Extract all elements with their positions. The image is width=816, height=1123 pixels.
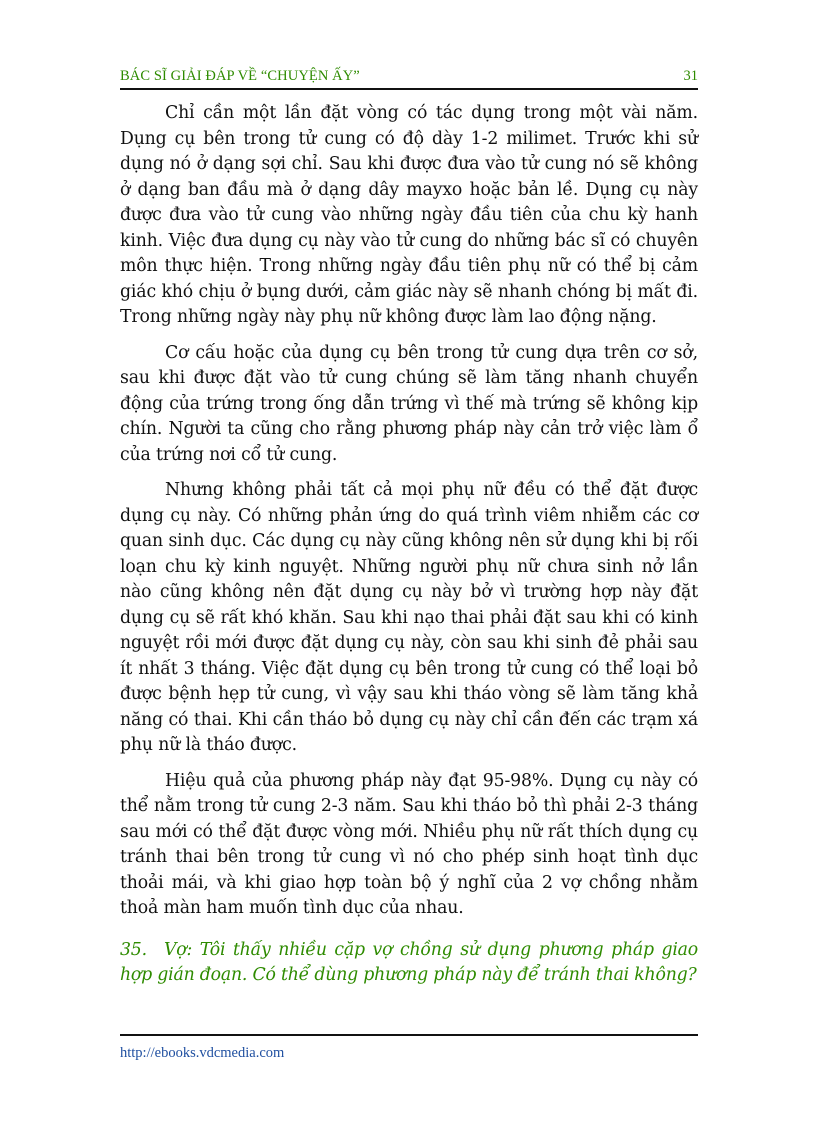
question-text: Vợ: Tôi thấy nhiều cặp vợ chồng sử dụng phương pháp giao hợp gián đoạn. Có thể dùng phương pháp này để tránh thai không? <box>120 939 698 985</box>
page-content <box>120 101 698 989</box>
question-heading <box>120 938 698 989</box>
body-paragraph: Chỉ cần một lần đặt vòng có tác dụng trong một vài năm. Dụng cụ bên trong tử cung có độ dày 1-2 milimet. Trước khi sử dụng nó ở dạng sợi chỉ. Sau khi được đưa vào tử cung nó sẽ không ở dạng ban đầu mà ở dạng dây mayxo hoặc bản lề. Dụng cụ này được đưa vào tử cung vào những ngày đầu tiên của chu kỳ hanh kinh. Việc đưa dụng cụ này vào tử cung do những bác sĩ có chuyên môn thực hiện. Trong những ngày đầu tiên phụ nữ có thể bị cảm giác khó chịu ở bụng dưới, cảm giác này sẽ nhanh chóng bị mất đi. Trong những ngày này phụ nữ không được làm lao động nặng. <box>120 103 698 327</box>
book-title: BÁC SĨ GIẢI ĐÁP VỀ “CHUYỆN ẤY” <box>120 68 360 84</box>
question-number: 35. <box>120 939 147 960</box>
page-footer <box>120 1034 698 1061</box>
footer-link[interactable]: http://ebooks.vdcmedia.com <box>120 1045 285 1061</box>
page-number: 31 <box>683 68 698 84</box>
body-paragraph: Nhưng không phải tất cả mọi phụ nữ đều có thể đặt được dụng cụ này. Có những phản ứng do quá trình viêm nhiễm các cơ quan sinh dục. Các dụng cụ này cũng không nên sử dụng khi bị rối loạn chu kỳ kinh nguyệt. Những người phụ nữ chưa sinh nở lần nào cũng không nên đặt dụng cụ này bở vì trường hợp này đặt dụng cụ sẽ rất khó khăn. Sau khi nạo thai phải đặt sau khi có kinh nguyệt rồi mới được đặt dụng cụ này, còn sau khi sinh đẻ phải sau ít nhất 3 tháng. Việc đặt dụng cụ bên trong tử cung có thể loại bỏ được bệnh hẹp tử cung, vì vậy sau khi tháo vòng sẽ làm tăng khả năng có thai. Khi cần tháo bỏ dụng cụ này chỉ cần đến các trạm xá phụ nữ là tháo được. <box>120 480 698 755</box>
body-paragraph: Hiệu quả của phương pháp này đạt 95-98%. Dụng cụ này có thể nằm trong tử cung 2-3 năm. Sau khi tháo bỏ thì phải 2-3 tháng sau mới có thể đặt được vòng mới. Nhiều phụ nữ rất thích dụng cụ tránh thai bên trong tử cung vì nó cho phép sinh hoạt tình dục thoải mái, và khi giao hợp toàn bộ ý nghĩ của 2 vợ chồng nhằm thoả màn ham muốn tình dục của nhau. <box>120 770 698 918</box>
page-header <box>120 64 698 90</box>
body-paragraph: Cơ cấu hoặc của dụng cụ bên trong tử cung dựa trên cơ sở, sau khi được đặt vào tử cung chúng sẽ làm tăng nhanh chuyển động của trứng trong ống dẫn trứng vì thế mà trứng sẽ không kịp chín. Người ta cũng cho rằng phương pháp này cản trở việc làm ổ của trứng nơi cổ tử cung. <box>120 342 698 465</box>
